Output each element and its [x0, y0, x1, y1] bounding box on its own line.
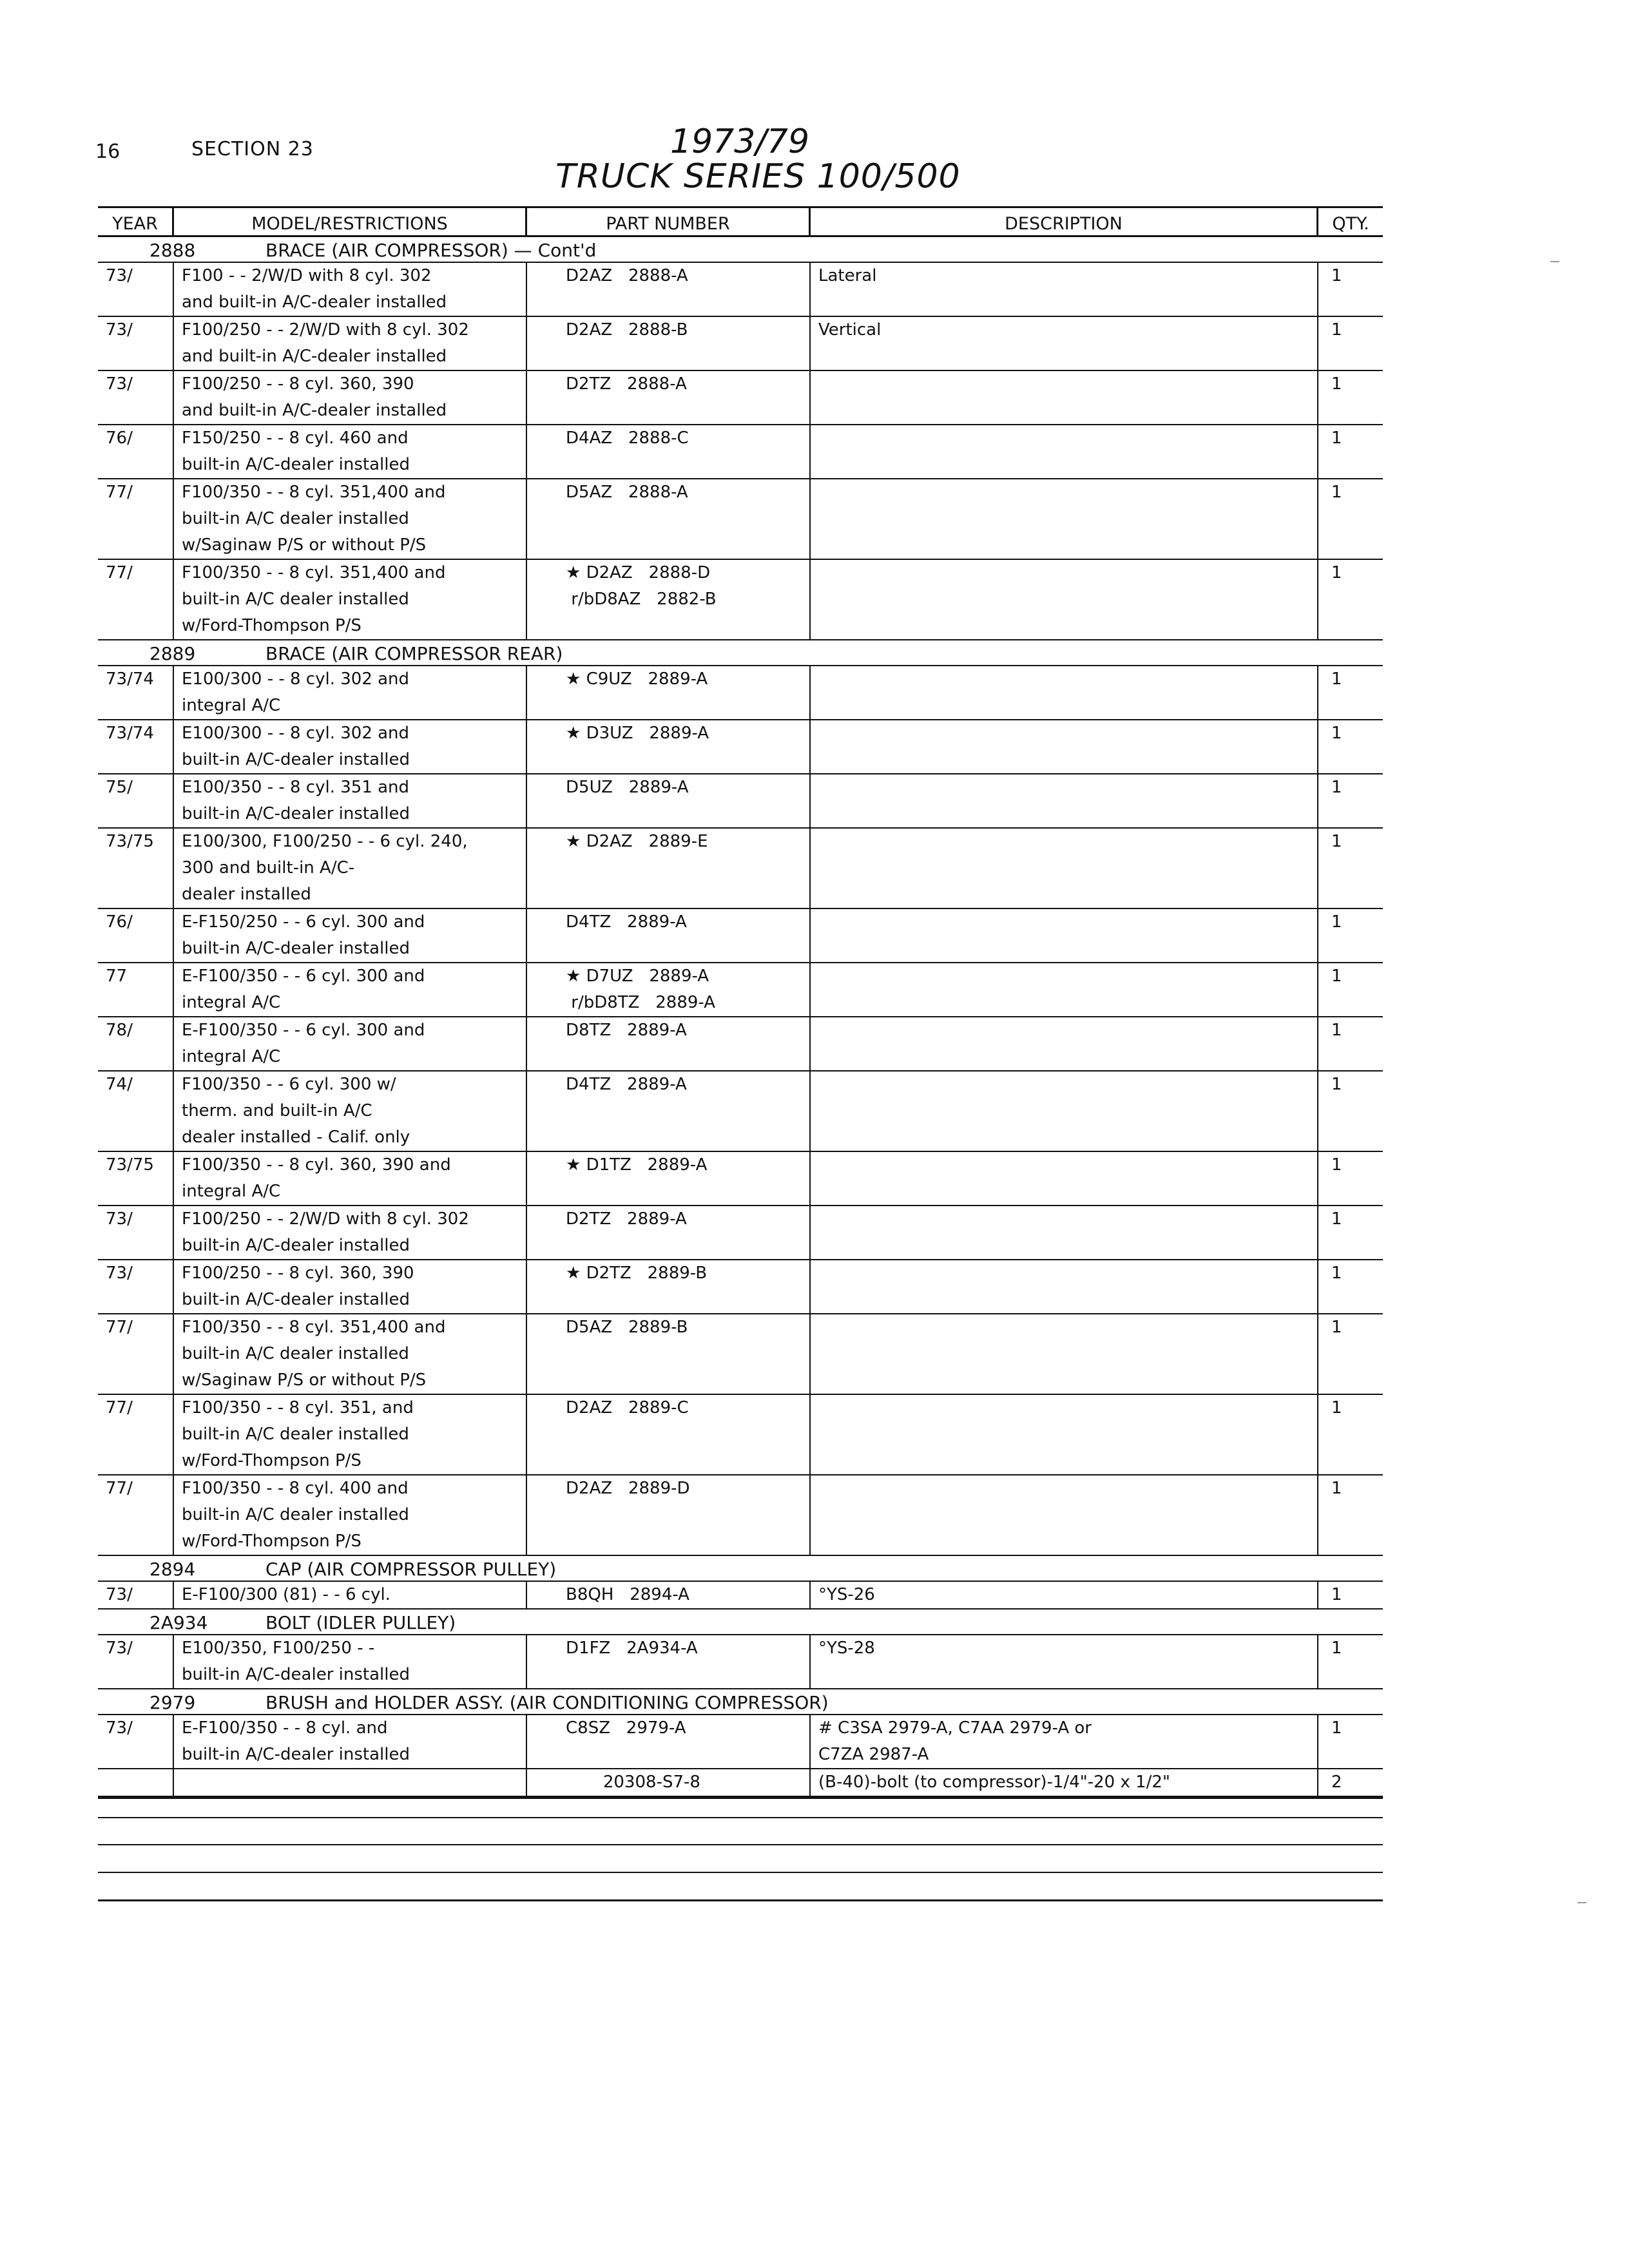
table-row [98, 1260, 1383, 1314]
row-year: 73/ [98, 371, 174, 424]
row-part-number: ★ D1TZ 2889-A [527, 1152, 811, 1205]
row-year: 77 [98, 963, 174, 1016]
row-part-number: D8TZ 2889-A [527, 1017, 811, 1070]
row-part-number: B8QH 2894-A [527, 1582, 811, 1608]
row-model: E-F150/250 - - 6 cyl. 300 and built-in A/C-dealer installed [174, 909, 527, 962]
page-number: 16 [95, 140, 120, 163]
row-year: 73/ [98, 1635, 174, 1688]
row-model: E-F100/350 - - 6 cyl. 300 and integral A/C [174, 963, 527, 1016]
group-number: 2894 [149, 1559, 196, 1580]
row-qty: 1 [1331, 1209, 1342, 1229]
table-row [98, 1769, 1383, 1797]
group-name: BRACE (AIR COMPRESSOR REAR) [265, 643, 563, 664]
row-part-number: D2AZ 2888-B [527, 317, 811, 370]
group-number: 2979 [149, 1692, 196, 1713]
table-row [98, 666, 1383, 720]
row-qty: 1 [1331, 1075, 1342, 1094]
column-header-row [98, 208, 1383, 237]
row-year: 77/ [98, 560, 174, 639]
row-part-number: D5AZ 2888-A [527, 479, 811, 559]
group-name: BOLT (IDLER PULLEY) [265, 1612, 456, 1633]
column-year: YEAR [98, 208, 174, 235]
row-year: 73/ [98, 263, 174, 316]
row-description [811, 371, 1318, 424]
row-part-number: ★ D7UZ 2889-A r/bD8TZ 2889-A [527, 963, 811, 1016]
row-description [811, 963, 1318, 1016]
row-year: 73/ [98, 1206, 174, 1259]
group-number: 2A934 [149, 1612, 208, 1633]
table-row [98, 720, 1383, 774]
row-description [811, 1206, 1318, 1259]
row-qty: 1 [1331, 428, 1342, 448]
row-qty: 1 [1331, 1398, 1342, 1418]
row-model: F100/350 - - 8 cyl. 400 and built-in A/C dealer installed w/Ford-Thompson P/S [174, 1475, 527, 1555]
column-model: MODEL/RESTRICTIONS [174, 208, 527, 235]
row-year: 77/ [98, 1395, 174, 1474]
row-description [811, 425, 1318, 478]
row-qty: 1 [1331, 669, 1342, 689]
row-year: 73/74 [98, 720, 174, 773]
column-qty: QTY. [1332, 214, 1369, 234]
row-description [811, 1395, 1318, 1474]
title-years: 1973/79 [670, 122, 810, 161]
row-part-number: C8SZ 2979-A [527, 1715, 811, 1768]
row-part-number: D1FZ 2A934-A [527, 1635, 811, 1688]
table-row [98, 1017, 1383, 1072]
row-model: F100/350 - - 8 cyl. 360, 390 and integral A/C [174, 1152, 527, 1205]
section-label: SECTION 23 [191, 138, 314, 160]
row-part-number: D4TZ 2889-A [527, 909, 811, 962]
table-row [98, 1206, 1383, 1260]
row-year: 73/ [98, 1260, 174, 1313]
table-row [98, 774, 1383, 829]
group-heading [98, 1689, 1383, 1715]
row-qty: 1 [1331, 832, 1342, 851]
row-model: E-F100/350 - - 8 cyl. and built-in A/C-dealer installed [174, 1715, 527, 1768]
row-model [174, 1769, 527, 1796]
row-part-number: D4TZ 2889-A [527, 1072, 811, 1151]
blank-rule [98, 1817, 1383, 1818]
row-description [811, 774, 1318, 827]
row-year: 76/ [98, 425, 174, 478]
group-heading [98, 640, 1383, 666]
table-row [98, 909, 1383, 963]
row-qty: 1 [1331, 266, 1342, 285]
row-description [811, 1017, 1318, 1070]
row-description: °YS-26 [811, 1582, 1318, 1608]
row-year: 73/74 [98, 666, 174, 719]
blank-rule [98, 1844, 1383, 1845]
group-name: CAP (AIR COMPRESSOR PULLEY) [265, 1559, 557, 1580]
column-part-number: PART NUMBER [527, 208, 811, 235]
row-qty: 1 [1331, 563, 1342, 582]
row-year [98, 1769, 174, 1796]
margin-mark [1550, 261, 1559, 262]
row-year: 73/ [98, 317, 174, 370]
row-part-number: D2AZ 2889-C [527, 1395, 811, 1474]
row-model: F100/350 - - 6 cyl. 300 w/ therm. and built-in A/C dealer installed - Calif. only [174, 1072, 527, 1151]
row-qty: 1 [1331, 320, 1342, 340]
row-model: F100/350 - - 8 cyl. 351, and built-in A/C dealer installed w/Ford-Thompson P/S [174, 1395, 527, 1474]
row-year: 78/ [98, 1017, 174, 1070]
row-part-number: D5UZ 2889-A [527, 774, 811, 827]
table-row [98, 829, 1383, 909]
table-row [98, 425, 1383, 479]
row-qty: 1 [1331, 1021, 1342, 1040]
row-description: °YS-28 [811, 1635, 1318, 1688]
table-body [98, 237, 1383, 1797]
row-part-number: ★ D2AZ 2889-E [527, 829, 811, 908]
row-qty: 2 [1331, 1773, 1342, 1792]
table-row [98, 1072, 1383, 1152]
row-year: 77/ [98, 479, 174, 559]
row-qty: 1 [1331, 912, 1342, 932]
row-description [811, 560, 1318, 639]
row-description [811, 720, 1318, 773]
row-model: E100/300 - - 8 cyl. 302 and integral A/C [174, 666, 527, 719]
row-qty: 1 [1331, 1479, 1342, 1498]
row-year: 73/ [98, 1582, 174, 1608]
table-row [98, 317, 1383, 371]
row-model: F100/350 - - 8 cyl. 351,400 and built-in A/C dealer installed w/Ford-Thompson P/S [174, 560, 527, 639]
table-row [98, 560, 1383, 640]
group-number: 2889 [149, 643, 196, 664]
table-row [98, 1635, 1383, 1689]
row-year: 74/ [98, 1072, 174, 1151]
row-model: E100/350 - - 8 cyl. 351 and built-in A/C-dealer installed [174, 774, 527, 827]
row-part-number: ★ D3UZ 2889-A [527, 720, 811, 773]
row-model: F100/250 - - 2/W/D with 8 cyl. 302 and built-in A/C-dealer installed [174, 317, 527, 370]
row-description [811, 1314, 1318, 1394]
row-qty: 1 [1331, 1639, 1342, 1658]
row-model: E100/300 - - 8 cyl. 302 and built-in A/C-dealer installed [174, 720, 527, 773]
row-model: E100/350, F100/250 - - built-in A/C-dealer installed [174, 1635, 527, 1688]
row-year: 77/ [98, 1314, 174, 1394]
row-year: 73/75 [98, 1152, 174, 1205]
table-row [98, 1395, 1383, 1475]
row-part-number: D4AZ 2888-C [527, 425, 811, 478]
row-description [811, 1475, 1318, 1555]
row-part-number: 20308-S7-8 [527, 1769, 811, 1796]
row-model: F100 - - 2/W/D with 8 cyl. 302 and built-in A/C-dealer installed [174, 263, 527, 316]
group-name: BRUSH and HOLDER ASSY. (AIR CONDITIONING COMPRESSOR) [265, 1692, 829, 1713]
row-qty: 1 [1331, 483, 1342, 502]
group-heading [98, 1610, 1383, 1635]
row-year: 77/ [98, 1475, 174, 1555]
table-row [98, 1475, 1383, 1556]
row-model: E-F100/350 - - 6 cyl. 300 and integral A/C [174, 1017, 527, 1070]
row-qty: 1 [1331, 778, 1342, 797]
row-part-number: ★ C9UZ 2889-A [527, 666, 811, 719]
table-row [98, 1582, 1383, 1610]
table-row [98, 1314, 1383, 1395]
row-part-number: ★ D2AZ 2888-D r/bD8AZ 2882-B [527, 560, 811, 639]
row-description: Lateral [811, 263, 1318, 316]
row-year: 73/ [98, 1715, 174, 1768]
row-model: E100/300, F100/250 - - 6 cyl. 240, 300 and built-in A/C- dealer installed [174, 829, 527, 908]
row-qty: 1 [1331, 1318, 1342, 1337]
row-part-number: D5AZ 2889-B [527, 1314, 811, 1394]
group-heading [98, 1556, 1383, 1582]
table-row [98, 1715, 1383, 1769]
row-description [811, 1152, 1318, 1205]
row-model: F150/250 - - 8 cyl. 460 and built-in A/C-dealer installed [174, 425, 527, 478]
row-year: 75/ [98, 774, 174, 827]
row-qty: 1 [1331, 374, 1342, 394]
table-row [98, 1152, 1383, 1206]
row-model: E-F100/300 (81) - - 6 cyl. [174, 1582, 527, 1608]
row-model: F100/250 - - 2/W/D with 8 cyl. 302 built-in A/C-dealer installed [174, 1206, 527, 1259]
row-part-number: D2AZ 2888-A [527, 263, 811, 316]
blank-rule [98, 1899, 1383, 1901]
row-description [811, 1260, 1318, 1313]
row-description [811, 1072, 1318, 1151]
row-model: F100/250 - - 8 cyl. 360, 390 and built-in A/C-dealer installed [174, 371, 527, 424]
row-model: F100/250 - - 8 cyl. 360, 390 built-in A/C-dealer installed [174, 1260, 527, 1313]
row-part-number: ★ D2TZ 2889-B [527, 1260, 811, 1313]
row-description [811, 479, 1318, 559]
row-qty: 1 [1331, 1264, 1342, 1283]
row-model: F100/350 - - 8 cyl. 351,400 and built-in A/C dealer installed w/Saginaw P/S or without P/S [174, 1314, 527, 1394]
margin-mark [1577, 1902, 1586, 1903]
group-number: 2888 [149, 240, 196, 261]
table-row [98, 963, 1383, 1017]
row-part-number: D2TZ 2888-A [527, 371, 811, 424]
column-description: DESCRIPTION [811, 208, 1318, 235]
row-part-number: D2TZ 2889-A [527, 1206, 811, 1259]
row-description [811, 666, 1318, 719]
blank-rule [98, 1872, 1383, 1873]
row-qty: 1 [1331, 1155, 1342, 1175]
row-qty: 1 [1331, 1718, 1342, 1738]
row-qty: 1 [1331, 966, 1342, 986]
row-description: # C3SA 2979-A, C7AA 2979-A or C7ZA 2987-A [811, 1715, 1318, 1768]
parts-table [98, 206, 1383, 1799]
row-qty: 1 [1331, 724, 1342, 743]
row-year: 76/ [98, 909, 174, 962]
row-description [811, 909, 1318, 962]
row-description: Vertical [811, 317, 1318, 370]
group-name: BRACE (AIR COMPRESSOR) — Cont'd [265, 240, 597, 261]
table-row [98, 479, 1383, 560]
title-series: TRUCK SERIES 100/500 [555, 157, 961, 196]
group-heading [98, 237, 1383, 263]
row-description: (B-40)-bolt (to compressor)-1/4"-20 x 1/2" [811, 1769, 1318, 1796]
row-qty: 1 [1331, 1585, 1342, 1604]
row-year: 73/75 [98, 829, 174, 908]
row-model: F100/350 - - 8 cyl. 351,400 and built-in A/C dealer installed w/Saginaw P/S or without P/S [174, 479, 527, 559]
row-part-number: D2AZ 2889-D [527, 1475, 811, 1555]
table-row [98, 263, 1383, 317]
row-description [811, 829, 1318, 908]
table-row [98, 371, 1383, 425]
